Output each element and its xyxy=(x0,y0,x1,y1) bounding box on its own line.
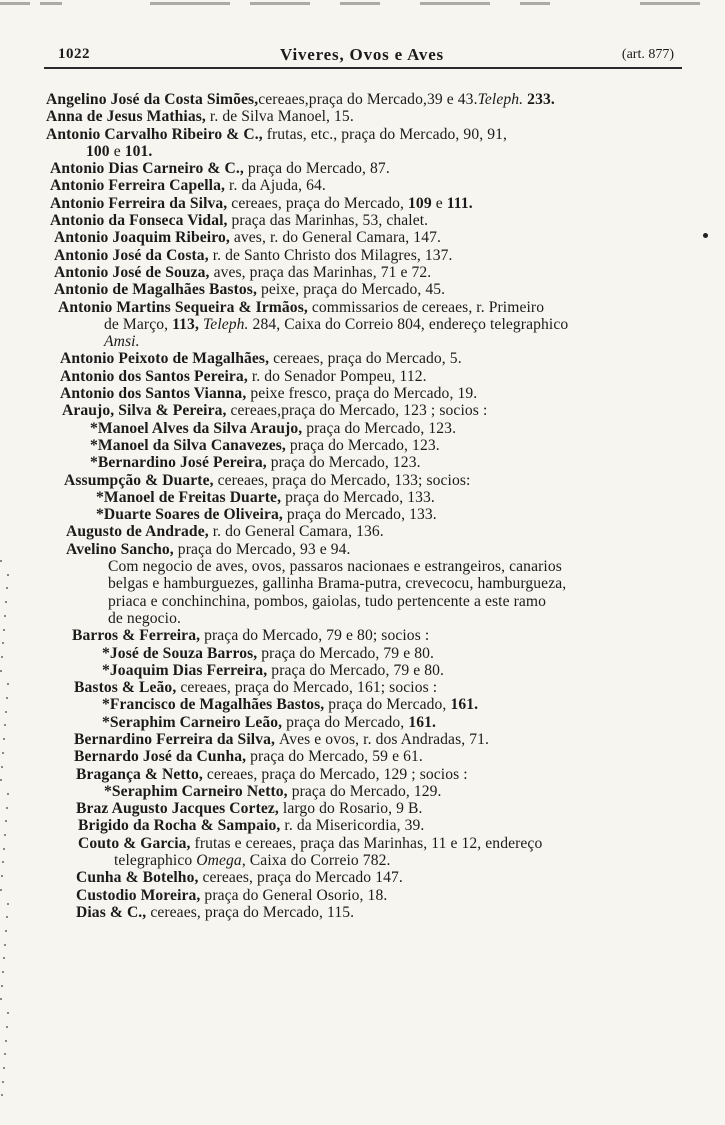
entry-line xyxy=(0,904,725,921)
entry-name: Dias & C., xyxy=(76,903,151,921)
entry-text: cereaes, praça do Mercado, 133; socios: xyxy=(217,471,471,489)
entry-name: Antonio de Magalhães Bastos, xyxy=(54,281,261,299)
entry-line xyxy=(0,662,725,679)
entry-text: praça do Mercado, 133. xyxy=(285,488,435,506)
entry-line xyxy=(0,212,725,229)
margin-dot xyxy=(1,985,3,987)
entry-name: Araujo, Silva & Pereira, xyxy=(62,402,231,420)
speck xyxy=(150,2,230,5)
entry-name: Antonio Martins Sequeira & Irmãos, xyxy=(58,298,312,316)
entry-line xyxy=(0,316,725,333)
entry-line xyxy=(0,333,725,350)
entry-line xyxy=(0,714,725,731)
speck xyxy=(0,2,30,5)
entry-name: Avelino Sancho, xyxy=(66,540,178,558)
margin-dot xyxy=(2,971,4,973)
entry-text: praça do Mercado, xyxy=(286,713,409,731)
entry-name: Bastos & Leão, xyxy=(74,679,181,697)
margin-dot xyxy=(3,738,5,740)
margin-dot xyxy=(3,1067,5,1069)
entry-line xyxy=(0,679,725,696)
margin-dot xyxy=(2,861,4,863)
entry-line xyxy=(0,766,725,783)
speck xyxy=(640,2,700,5)
entry-name: 109 xyxy=(408,194,436,212)
entry-text: frutas, etc., praça do Mercado, 90, 91, xyxy=(266,125,508,143)
margin-dot xyxy=(1,766,3,768)
margin-dot xyxy=(0,779,2,781)
entry-text: praça do Mercado, 93 e 94. xyxy=(177,540,351,558)
entry-text: praça do Mercado, 59 e 61. xyxy=(250,748,423,766)
entry-line xyxy=(0,281,725,298)
entry-name: 101. xyxy=(124,142,153,160)
entry-text: , Caixa do Correio 782. xyxy=(241,852,391,870)
entry-line xyxy=(0,869,725,886)
scan-margin-noise xyxy=(0,560,10,1120)
entry-name: Antonio Joaquim Ribeiro, xyxy=(54,229,234,247)
margin-dot xyxy=(4,944,6,946)
margin-dot xyxy=(4,834,6,836)
entry-text: r. do General Camara, 136. xyxy=(212,523,384,541)
entry-text: Com negocio de aves, ovos, passaros nacionaes e estrangeiros, canarios xyxy=(108,558,562,576)
margin-dot xyxy=(7,1012,9,1014)
entry-line xyxy=(0,402,725,419)
entry-text: praça do Mercado, 133. xyxy=(286,506,437,524)
entry-text: cereaes, praça do Mercado, 161; socios : xyxy=(180,679,438,697)
entry-name: Antonio Carvalho Ribeiro & C., xyxy=(46,125,267,143)
entry-name: 161. xyxy=(450,696,479,714)
entry-name: Brigido da Rocha & Sampaio, xyxy=(78,817,285,835)
entry-line xyxy=(0,852,725,869)
entry-text: telegraphico xyxy=(114,852,197,870)
entry-text: cereaes,praça do Mercado,39 e 43. xyxy=(258,91,478,108)
speck xyxy=(520,2,550,5)
entry-line xyxy=(0,523,725,540)
entry-line xyxy=(0,108,725,125)
entry-line xyxy=(0,177,725,194)
entry-name: 100 xyxy=(86,142,114,160)
entry-line xyxy=(0,887,725,904)
margin-dot xyxy=(4,1053,6,1055)
entry-line xyxy=(0,835,725,852)
scan-edge-specks xyxy=(0,0,725,14)
speck xyxy=(420,2,490,5)
entry-text: 284, Caixa do Correio 804, endereço telegraphico xyxy=(248,315,569,333)
entry-name: Antonio dos Santos Pereira, xyxy=(60,367,252,385)
entry-line xyxy=(0,143,725,160)
entry-line xyxy=(0,229,725,246)
entry-line xyxy=(0,437,725,454)
entry-text: de Março, xyxy=(104,315,173,333)
entry-name: Cunha & Botelho, xyxy=(76,869,203,887)
entry-line xyxy=(0,645,725,662)
entry-text: cereaes, praça do Mercado, 5. xyxy=(273,350,462,368)
entry-line xyxy=(0,420,725,437)
speck xyxy=(250,2,310,5)
entry-name: Bernardino Ferreira da Silva, xyxy=(74,730,279,748)
margin-dot xyxy=(6,916,8,918)
entry-line xyxy=(0,368,725,385)
entry-name: *Manoel de Freitas Duarte, xyxy=(96,488,286,506)
entry-name: 113, xyxy=(172,315,203,333)
entry-name: Anna de Jesus Mathias, xyxy=(46,108,210,126)
entry-name: Barros & Ferreira, xyxy=(72,627,205,645)
margin-dot xyxy=(6,587,8,589)
entry-name: 111. xyxy=(446,194,473,212)
entry-text: praça do Mercado, 123. xyxy=(289,436,440,454)
entry-text: peixe fresco, praça do Mercado, 19. xyxy=(250,385,478,403)
entry-name: Antonio dos Santos Vianna, xyxy=(60,385,251,403)
entry-italic-text: Teleph. xyxy=(477,91,524,108)
margin-dot xyxy=(2,642,4,644)
entry-name: *Manoel Alves da Silva Araujo, xyxy=(90,419,307,437)
entry-name: *José de Souza Barros, xyxy=(102,644,262,662)
entry-text: r. do Senador Pompeu, 112. xyxy=(251,367,427,385)
margin-dot xyxy=(6,697,8,699)
entry-line xyxy=(0,264,725,281)
margin-dot xyxy=(0,560,2,562)
entry-text: belgas e hamburguezes, gallinha Brama-putra, crevecocu, hamburgueza, xyxy=(108,575,567,593)
margin-dot xyxy=(6,807,8,809)
entry-name: Antonio José de Souza, xyxy=(54,263,214,281)
margin-dot xyxy=(7,683,9,685)
entry-line xyxy=(0,575,725,592)
margin-dot xyxy=(4,615,6,617)
entry-text: aves, r. do General Camara, 147. xyxy=(233,229,441,247)
entry-name: Bragança & Netto, xyxy=(76,765,207,783)
entry-text: praça do Mercado, 129. xyxy=(291,782,442,800)
page-number: 1022 xyxy=(58,46,90,62)
entry-line xyxy=(0,800,725,817)
margin-dot xyxy=(2,752,4,754)
entry-name: *Joaquim Dias Ferreira, xyxy=(102,661,272,679)
entry-line xyxy=(0,91,725,108)
entry-text: praça das Marinhas, 53, chalet. xyxy=(231,212,429,230)
entry-text: cereaes, praça do Mercado 147. xyxy=(202,869,403,887)
entry-text: e xyxy=(113,142,125,160)
margin-dot xyxy=(3,957,5,959)
entry-text: praça do Mercado, 79 e 80. xyxy=(271,661,445,679)
entry-text: cereaes, praça do Mercado, 129 ; socios : xyxy=(206,765,468,783)
entry-text: praça do Mercado, 79 e 80; socios : xyxy=(204,627,430,645)
entry-text: Aves e ovos, r. dos Andradas, 71. xyxy=(278,730,490,748)
entry-line xyxy=(0,593,725,610)
margin-dot xyxy=(6,1026,8,1028)
entry-name: Augusto de Andrade, xyxy=(66,523,213,541)
entry-name: *Bernardino José Pereira, xyxy=(90,454,271,472)
entry-name: Bernardo José da Cunha, xyxy=(74,748,251,766)
margin-dot xyxy=(3,629,5,631)
entry-text: largo do Rosario, 9 B. xyxy=(282,800,423,818)
entry-name: *Francisco de Magalhães Bastos, xyxy=(102,696,329,714)
entry-name: Antonio Ferreira Capella, xyxy=(50,177,230,195)
entry-text: e xyxy=(435,194,447,212)
margin-dot xyxy=(5,820,7,822)
entry-text: commissarios de cereaes, r. Primeiro xyxy=(311,298,545,316)
entry-line xyxy=(0,506,725,523)
entry-line xyxy=(0,748,725,765)
margin-dot xyxy=(4,724,6,726)
entry-text: praça do Mercado, 79 e 80. xyxy=(261,644,435,662)
entry-line xyxy=(0,247,725,264)
entry-line xyxy=(0,299,725,316)
entry-name: 161. xyxy=(408,713,437,731)
entry-text: priaca e conchinchina, pombos, gaiolas, tudo pertencente a este ramo xyxy=(108,592,547,610)
margin-dot xyxy=(7,574,9,576)
entry-line xyxy=(0,350,725,367)
entry-text: praça do Mercado, 123. xyxy=(270,454,421,472)
entry-name: Couto & Garcia, xyxy=(78,834,195,852)
entry-line xyxy=(0,696,725,713)
entry-text: r. da Misericordia, 39. xyxy=(284,817,425,835)
running-title: Viveres, Ovos e Aves xyxy=(280,45,444,64)
entry-line xyxy=(0,558,725,575)
margin-dot xyxy=(3,848,5,850)
entry-name: Antonio da Fonseca Vidal, xyxy=(50,212,232,230)
entry-line xyxy=(0,541,725,558)
entry-name: *Duarte Soares de Oliveira, xyxy=(96,506,287,524)
entry-text: praça do Mercado, xyxy=(328,696,451,714)
article-reference: (art. 877) xyxy=(621,47,674,62)
entry-name: Antonio Peixoto de Magalhães, xyxy=(60,350,274,368)
margin-dot xyxy=(7,793,9,795)
margin-dot xyxy=(7,903,9,905)
entry-line xyxy=(0,160,725,177)
margin-dot xyxy=(1,1094,3,1096)
margin-dot xyxy=(1,875,3,877)
directory-entries xyxy=(0,91,725,921)
entry-name: *Seraphim Carneiro Netto, xyxy=(104,782,292,800)
entry-text: r. de Santo Christo dos Milagres, 137. xyxy=(212,246,453,264)
entry-name: *Seraphim Carneiro Leão, xyxy=(102,713,287,731)
entry-line xyxy=(0,731,725,748)
margin-dot xyxy=(5,711,7,713)
entry-text: praça do Mercado, 87. xyxy=(247,160,390,178)
entry-text: r. da Ajuda, 64. xyxy=(229,177,326,195)
entry-text: cereaes, praça do Mercado, 115. xyxy=(150,903,355,921)
margin-dot xyxy=(0,998,2,1000)
entry-name: Assumpção & Duarte, xyxy=(64,471,218,489)
entry-line xyxy=(0,610,725,627)
margin-dot xyxy=(2,1081,4,1083)
entry-italic-text: Amsi. xyxy=(104,333,140,351)
entry-name: Antonio Dias Carneiro & C., xyxy=(50,160,248,178)
entry-name: Custodio Moreira, xyxy=(76,886,205,904)
margin-dot xyxy=(5,601,7,603)
margin-dot xyxy=(0,889,2,891)
entry-line xyxy=(0,817,725,834)
margin-dot xyxy=(1,656,3,658)
entry-name: Braz Augusto Jacques Cortez, xyxy=(76,800,283,818)
entry-line xyxy=(0,454,725,471)
entry-line xyxy=(0,783,725,800)
entry-name: Antonio Ferreira da Silva, xyxy=(50,194,232,212)
entry-italic-text: Teleph. xyxy=(202,315,249,333)
entry-line xyxy=(0,126,725,143)
speck xyxy=(40,2,62,5)
entry-text: cereaes,praça do Mercado, 123 ; socios : xyxy=(230,402,488,420)
page-header xyxy=(44,44,680,66)
entry-line xyxy=(0,472,725,489)
entry-text: cereaes, praça do Mercado, xyxy=(231,194,409,212)
ink-spot xyxy=(703,233,708,238)
margin-dot xyxy=(0,670,2,672)
entry-name: *Manoel da Silva Canavezes, xyxy=(90,436,290,454)
entry-text: praça do Mercado, 123. xyxy=(306,419,457,437)
entry-line xyxy=(0,627,725,644)
entry-text: praça do General Osorio, 18. xyxy=(204,886,388,904)
entry-name: 233. xyxy=(523,91,555,108)
entry-text: frutas e cereaes, praça das Marinhas, 11 e 12, endereço xyxy=(194,834,543,852)
entry-name: Antonio José da Costa, xyxy=(54,246,213,264)
margin-dot xyxy=(5,930,7,932)
header-rule xyxy=(44,67,682,69)
entry-text: de negocio. xyxy=(108,609,181,627)
entry-line xyxy=(0,385,725,402)
entry-name: Angelino José da Costa Simões, xyxy=(46,91,259,108)
entry-italic-text: Omega xyxy=(196,852,242,870)
entry-text: aves, praça das Marinhas, 71 e 72. xyxy=(213,263,432,281)
speck xyxy=(340,2,380,5)
entry-text: peixe, praça do Mercado, 45. xyxy=(260,281,446,299)
entry-line xyxy=(0,195,725,212)
entry-text: r. de Silva Manoel, 15. xyxy=(209,108,354,126)
entry-line xyxy=(0,489,725,506)
margin-dot xyxy=(5,1040,7,1042)
